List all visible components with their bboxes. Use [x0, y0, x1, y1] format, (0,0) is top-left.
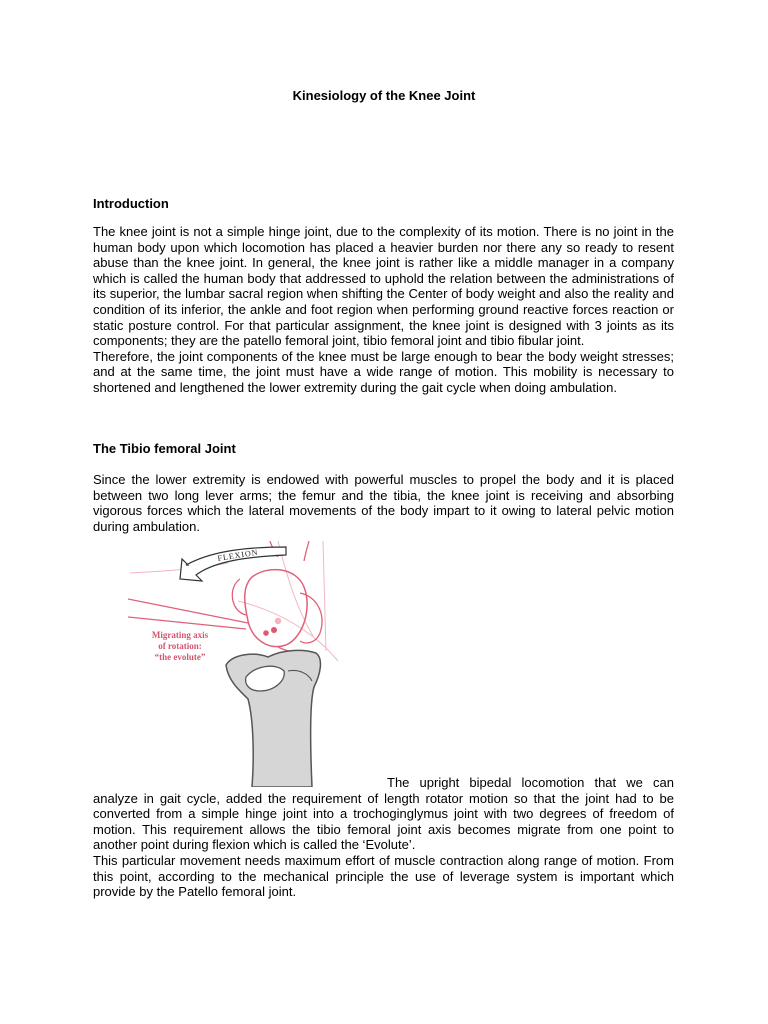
- paragraph: This particular movement needs maximum effort of muscle contraction along range of motion. From this point, according to the mechanical principle the use of leverage system is important which provide by the Patello femoral joint.: [93, 852, 674, 900]
- flexion-label: FLEXION: [216, 547, 260, 563]
- paragraph: Since the lower extremity is endowed with powerful muscles to propel the body and it is placed between two long lever arms; the femur and the tibia, the knee joint is receiving and absorbing vigorous forces which the lateral movements of the body impart to it owing to lateral pelvic motion during ambulation.: [93, 472, 674, 534]
- section-heading-tibio-femoral: The Tibio femoral Joint: [93, 441, 236, 456]
- document-title: Kinesiology of the Knee Joint: [292, 88, 476, 103]
- evolute-point: [275, 618, 281, 624]
- introduction-body: [93, 224, 674, 396]
- figure-label-line: of rotation:: [158, 641, 202, 651]
- section-heading-introduction: Introduction: [93, 196, 169, 211]
- evolute-point: [263, 630, 269, 636]
- figure-label-line: “the evolute”: [154, 652, 206, 662]
- tibio-femoral-body: [93, 472, 674, 534]
- paragraph: The knee joint is not a simple hinge joint, due to the complexity of its motion. There is no joint in the human body upon which locomotion has placed a heavier burden nor there any so ready to resent abuse than the knee joint. In general, the knee joint is rather like a middle manager in a company which is called the human body that addressed to uphold the relation between the administrations of its superior, the lumbar sacral region when shifting the Center of body weight and also the reality and condition of its inferior, the ankle and foot region when performing ground reactive forces reaction or static posture control. For that particular assignment, the knee joint is designed with 3 joints as its components; they are the patello femoral joint, tibio femoral joint and tibio fibular joint.: [93, 224, 674, 349]
- tibio-femoral-continuation: [93, 775, 674, 900]
- paragraph: Therefore, the joint components of the knee must be large enough to bear the body weight stresses; and at the same time, the joint must have a wide range of motion. This mobility is necessary to shortened and lengthened the lower extremity during the gait cycle when doing ambulation.: [93, 348, 674, 395]
- femoral-condyle-outline: [245, 570, 307, 647]
- figure-label-line: Migrating axis: [151, 630, 209, 640]
- knee-evolute-figure: [128, 541, 370, 787]
- paragraph: [93, 775, 674, 853]
- paragraph-text: The upright bipedal locomotion that we can analyze in gait cycle, added the requirement of length rotator motion so that the joint had to be converted from a simple hinge joint into a trochoginglymus joint with two degrees of freedom of motion. This requirement allows the tibio femoral joint axis becomes migrate from one point to another point during flexion which is called the ‘Evolute’.: [93, 775, 674, 853]
- evolute-point: [271, 627, 277, 633]
- knee-joint-illustration: [128, 541, 370, 787]
